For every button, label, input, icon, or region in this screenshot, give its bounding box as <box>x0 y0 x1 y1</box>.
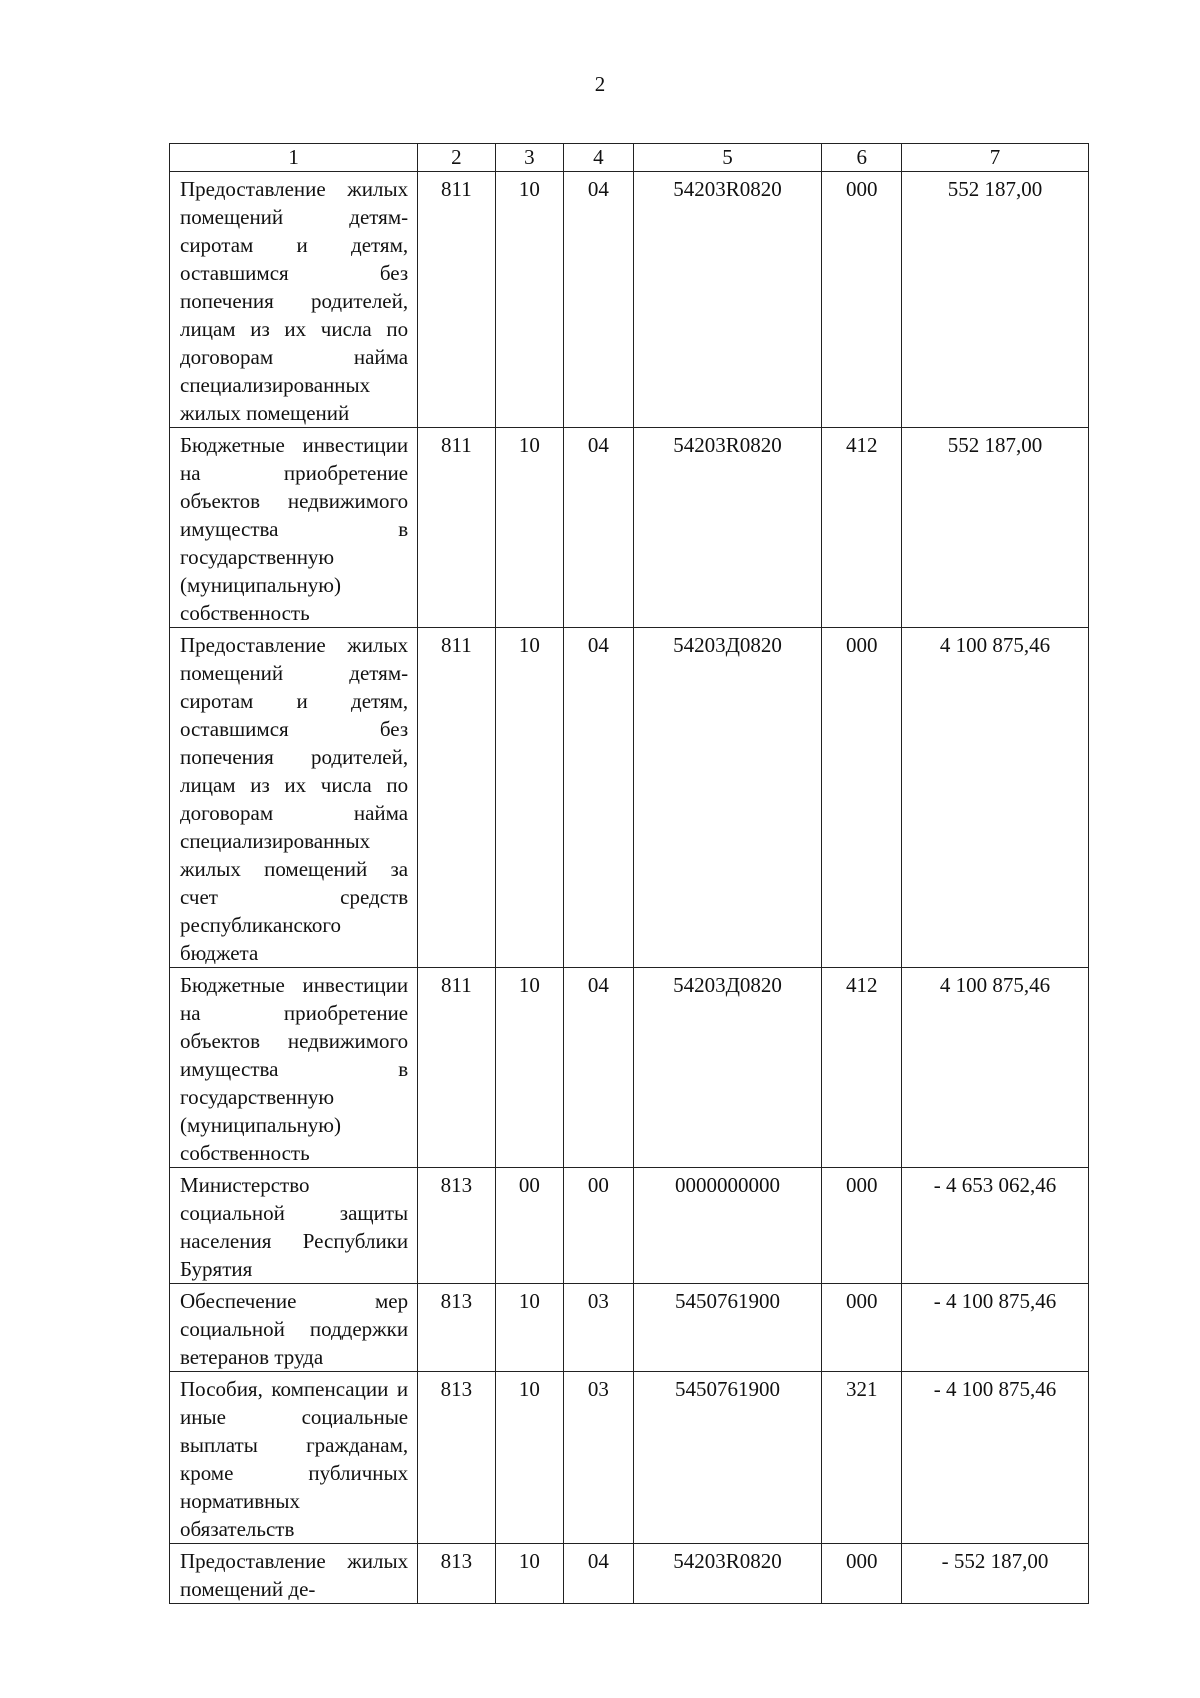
cell-target-article: 5450761900 <box>633 1372 822 1544</box>
table-row <box>170 1168 1089 1284</box>
cell-amount: - 552 187,00 <box>902 1544 1089 1604</box>
row-name-cell: Бюджетные инвестиции на приобретение объектов недвижимого имущества в государственную (муниципальную) собственность <box>170 428 418 628</box>
row-name-cell: Бюджетные инвестиции на приобретение объектов недвижимого имущества в государственную (муниципальную) собственность <box>170 968 418 1168</box>
table-header-row <box>170 144 1089 172</box>
cell-expense-type: 000 <box>822 172 902 428</box>
cell-amount: 552 187,00 <box>902 172 1089 428</box>
cell-amount: - 4 100 875,46 <box>902 1372 1089 1544</box>
cell-section: 10 <box>495 628 563 968</box>
row-name-cell: Предоставление жилых помещений детям-сиротам и детям, оставшимся без попечения родителей, лицам из их числа по договорам найма специализированных жилых помещений <box>170 172 418 428</box>
column-header: 5 <box>633 144 822 172</box>
cell-amount: 552 187,00 <box>902 428 1089 628</box>
column-header: 4 <box>564 144 633 172</box>
cell-expense-type: 000 <box>822 1544 902 1604</box>
cell-target-article: 54203Д0820 <box>633 968 822 1168</box>
cell-subsection: 00 <box>564 1168 633 1284</box>
table-row <box>170 1284 1089 1372</box>
row-name-cell: Министерство социальной защиты населения Республики Бурятия <box>170 1168 418 1284</box>
cell-amount: 4 100 875,46 <box>902 968 1089 1168</box>
cell-code: 813 <box>418 1372 496 1544</box>
table-row <box>170 628 1089 968</box>
table-row <box>170 428 1089 628</box>
table-row <box>170 172 1089 428</box>
cell-target-article: 0000000000 <box>633 1168 822 1284</box>
cell-section: 10 <box>495 428 563 628</box>
cell-section: 10 <box>495 1372 563 1544</box>
cell-subsection: 03 <box>564 1372 633 1544</box>
budget-table <box>169 143 1089 1604</box>
cell-amount: - 4 653 062,46 <box>902 1168 1089 1284</box>
cell-code: 811 <box>418 968 496 1168</box>
cell-amount: 4 100 875,46 <box>902 628 1089 968</box>
cell-target-article: 54203R0820 <box>633 172 822 428</box>
cell-expense-type: 321 <box>822 1372 902 1544</box>
cell-subsection: 03 <box>564 1284 633 1372</box>
cell-section: 10 <box>495 172 563 428</box>
cell-expense-type: 000 <box>822 1284 902 1372</box>
cell-subsection: 04 <box>564 172 633 428</box>
cell-section: 00 <box>495 1168 563 1284</box>
cell-subsection: 04 <box>564 628 633 968</box>
cell-expense-type: 412 <box>822 968 902 1168</box>
cell-subsection: 04 <box>564 428 633 628</box>
cell-target-article: 54203R0820 <box>633 428 822 628</box>
cell-code: 811 <box>418 172 496 428</box>
column-header: 1 <box>170 144 418 172</box>
table-row <box>170 1544 1089 1604</box>
column-header: 7 <box>902 144 1089 172</box>
cell-subsection: 04 <box>564 968 633 1168</box>
column-header: 2 <box>418 144 496 172</box>
cell-code: 813 <box>418 1544 496 1604</box>
row-name-cell: Предоставление жилых помещений детям-сиротам и детям, оставшимся без попечения родителей, лицам из их числа по договорам найма специализированных жилых помещений за счет средств республиканского бюджета <box>170 628 418 968</box>
cell-section: 10 <box>495 968 563 1168</box>
cell-subsection: 04 <box>564 1544 633 1604</box>
cell-expense-type: 000 <box>822 1168 902 1284</box>
page-number: 2 <box>594 72 606 96</box>
column-header: 3 <box>495 144 563 172</box>
row-name-cell: Предоставление жилых помещений де- <box>170 1544 418 1604</box>
cell-code: 813 <box>418 1284 496 1372</box>
row-name-cell: Пособия, компенсации и иные социальные выплаты гражданам, кроме публичных нормативных обязательств <box>170 1372 418 1544</box>
row-name-cell: Обеспечение мер социальной поддержки ветеранов труда <box>170 1284 418 1372</box>
cell-target-article: 54203R0820 <box>633 1544 822 1604</box>
cell-section: 10 <box>495 1284 563 1372</box>
cell-section: 10 <box>495 1544 563 1604</box>
cell-code: 811 <box>418 428 496 628</box>
table-row <box>170 968 1089 1168</box>
cell-amount: - 4 100 875,46 <box>902 1284 1089 1372</box>
column-header: 6 <box>822 144 902 172</box>
cell-target-article: 5450761900 <box>633 1284 822 1372</box>
cell-code: 813 <box>418 1168 496 1284</box>
cell-target-article: 54203Д0820 <box>633 628 822 968</box>
table-row <box>170 1372 1089 1544</box>
cell-expense-type: 000 <box>822 628 902 968</box>
cell-code: 811 <box>418 628 496 968</box>
cell-expense-type: 412 <box>822 428 902 628</box>
